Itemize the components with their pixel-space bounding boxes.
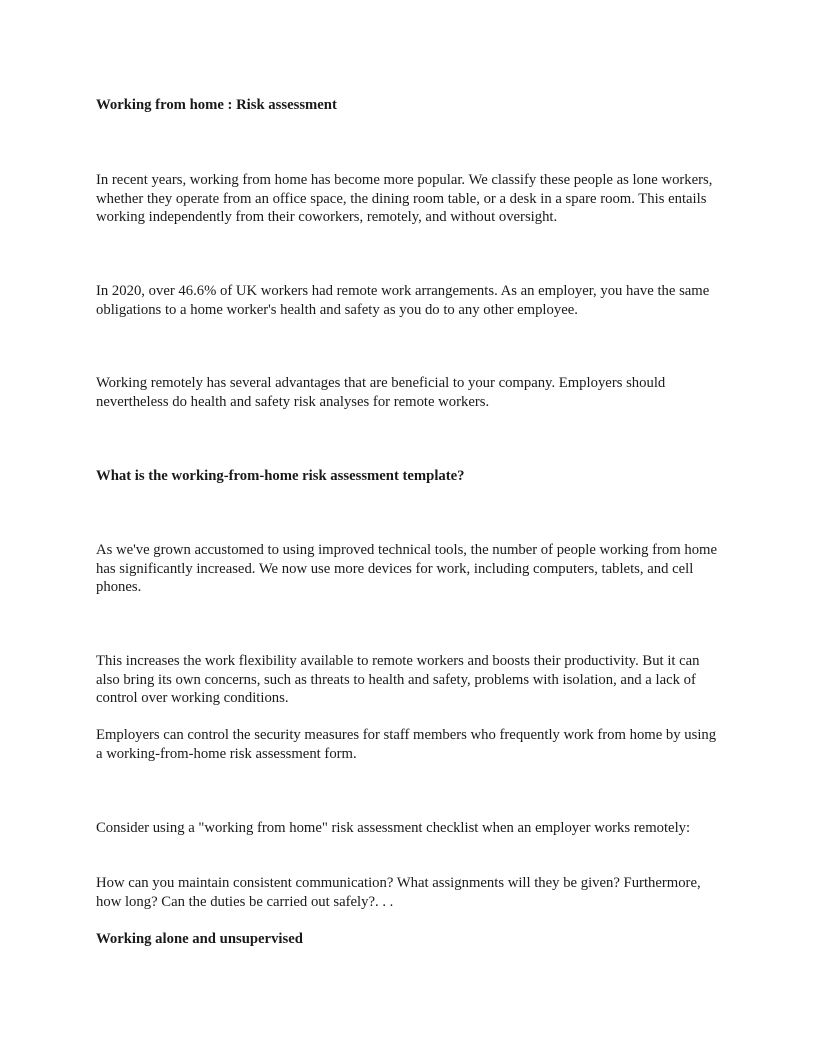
paragraph-checklist: Consider using a "working from home" risk assessment checklist when an employer works remotely:: [96, 820, 691, 836]
paragraph-questions: How can you maintain consistent communication? What assignments will they be given? Furthermore, how long? Can the duties be carried out safely?. . .: [96, 875, 701, 910]
paragraph-advantages: Working remotely has several advantages that are beneficial to your company. Employers should nevertheless do health and safety risk analyses for remote workers.: [96, 375, 666, 410]
document-title: Working from home : Risk assessment: [96, 97, 337, 113]
heading-alone: Working alone and unsupervised: [96, 931, 303, 947]
paragraph-flexibility: This increases the work flexibility available to remote workers and boosts their productivity. But it can also bring its own concerns, such as threats to health and safety, problems with isolation, and a lack of control over working conditions.: [96, 653, 700, 706]
paragraph-intro: In recent years, working from home has become more popular. We classify these people as lone workers, whether they operate from an office space, the dining room table, or a desk in a spare room. This entails working independently from their coworkers, remotely, and without oversight.: [96, 172, 713, 225]
paragraph-stats: In 2020, over 46.6% of UK workers had remote work arrangements. As an employer, you have the same obligations to a home worker's health and safety as you do to any other employee.: [96, 283, 710, 318]
heading-template: What is the working-from-home risk assessment template?: [96, 468, 465, 484]
paragraph-tools: As we've grown accustomed to using improved technical tools, the number of people working from home has significantly increased. We now use more devices for work, including computers, tablets, and cell phones.: [96, 542, 718, 595]
paragraph-control: Employers can control the security measures for staff members who frequently work from home by using a working-from-home risk assessment form.: [96, 727, 717, 762]
